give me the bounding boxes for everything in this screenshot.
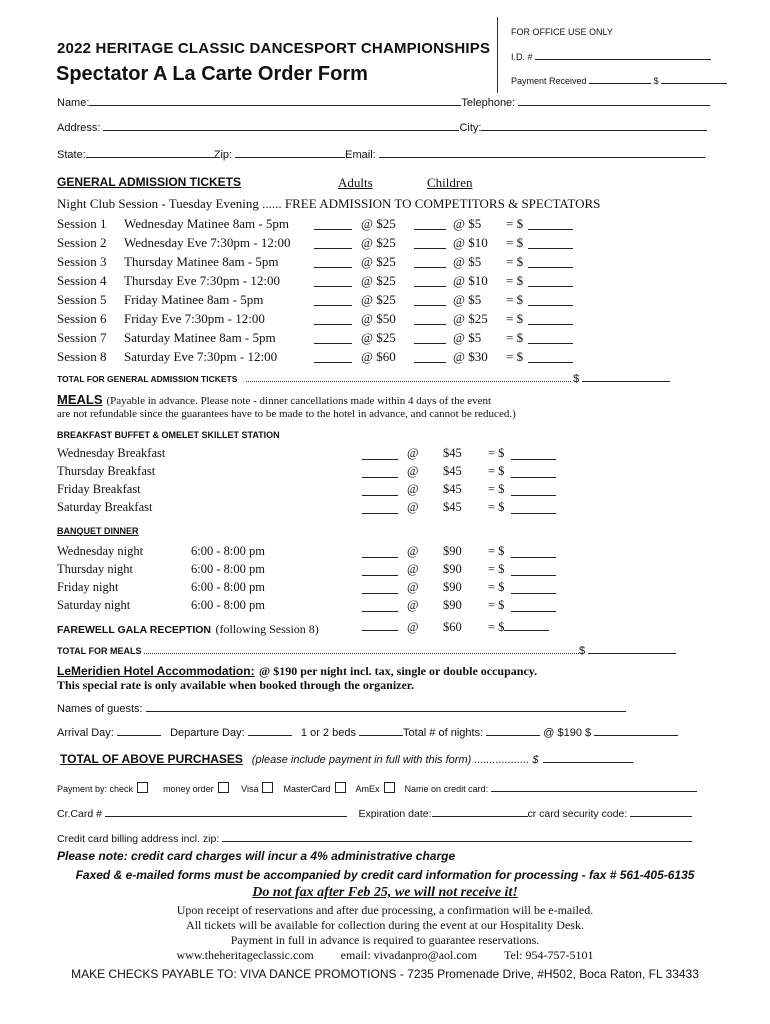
hotel-rate: @ $190 per night incl. tax, single or double occupancy. [259,664,538,678]
name-field[interactable] [89,95,461,106]
amex-label: AmEx [355,784,380,794]
meal-name: Saturday Breakfast [57,500,153,514]
nights-field[interactable] [486,725,540,736]
child-price: @ $5 [453,216,482,231]
billing-label: Credit card billing address incl. zip: [57,833,220,845]
meal-name: Thursday night [57,562,134,576]
checks-payable: MAKE CHECKS PAYABLE TO: VIVA DANCE PROMOTIONS - 7235 Promenade Drive, #H502, Boca Raton, FL 33433 [71,967,699,981]
office-payment-date-field[interactable] [589,73,651,84]
guests-label: Names of guests: [57,703,143,715]
meal-price: $90 [443,580,462,594]
session-eq: = $ [506,292,524,307]
meal-eq: = $ [488,544,505,558]
card-row [57,806,692,820]
night-club-line: Night Club Session - Tuesday Evening ...... FREE ADMISSION TO COMPETITORS & SPECTATORS [57,196,601,211]
session-desc: Friday Matinee 8am - 5pm [124,292,264,307]
nights-rate: @ $190 $ [543,727,592,739]
meal-at: @ [407,544,419,558]
meal-name: Saturday night [57,598,131,612]
session-name: Session 5 [57,292,107,307]
meal-eq: = $ [488,500,505,514]
office-title: FOR OFFICE USE ONLY [511,27,613,37]
adult-qty-field[interactable] [314,295,352,306]
meal-price: $45 [443,482,462,496]
name-on-card-label: Name on credit card: [404,784,489,794]
beds-field[interactable] [359,725,403,736]
ga-total-label: TOTAL FOR GENERAL ADMISSION TICKETS [57,374,238,384]
meal-name: Wednesday Breakfast [57,446,166,460]
meal-eq: = $ [488,446,505,460]
amex-checkbox[interactable] [384,782,395,793]
info-line-1: Upon receipt of reservations and after due processing, a confirmation will be e-mailed. [176,903,594,917]
meal-at: @ [407,580,419,594]
telephone-label: Telephone: [461,97,516,109]
session-subtotal-field[interactable] [528,238,573,249]
zip-label: Zip: [213,149,233,161]
security-code-field[interactable] [630,806,692,817]
hotel-total-field[interactable] [594,725,678,736]
child-price: @ $5 [453,254,482,269]
session-eq: = $ [506,235,524,250]
zip-field[interactable] [235,147,345,158]
meal-at: @ [407,562,419,576]
meal-qty-field[interactable] [362,547,398,558]
adult-qty-field[interactable] [314,333,352,344]
money-order-label: money order [163,784,214,794]
child-price: @ $5 [453,330,482,345]
session-eq: = $ [506,273,524,288]
child-price: @ $5 [453,292,482,307]
security-code-label: cr card security code: [527,808,628,820]
meal-price: $90 [443,562,462,576]
child-price: @ $30 [453,349,488,364]
child-qty-field[interactable] [414,257,446,268]
guests-row [57,701,626,715]
form-title: Spectator A La Carte Order Form [56,63,368,85]
gala-note: (following Session 8) [215,622,319,636]
state-field[interactable] [86,147,214,158]
meal-price: $45 [443,464,462,478]
adult-qty-field[interactable] [314,257,352,268]
payby-check-label: Payment by: check [57,784,134,794]
meals-heading-row [57,391,491,409]
meals-total-dots [144,653,579,654]
meal-qty-field[interactable] [362,503,398,514]
meal-qty-field[interactable] [362,583,398,594]
session-desc: Wednesday Matinee 8am - 5pm [124,216,290,231]
meals-total-label: TOTAL FOR MEALS [57,646,142,656]
arrival-label: Arrival Day: [57,727,114,739]
website-link[interactable]: www.theheritageclassic.com [176,948,314,962]
adult-price: @ $50 [361,311,396,326]
gala-label: FAREWELL GALA RECEPTION [57,624,212,636]
address-row [57,120,707,134]
session-name: Session 2 [57,235,107,250]
meal-price: $90 [443,598,462,612]
session-subtotal-field[interactable] [528,276,573,287]
city-label: City: [459,122,482,134]
office-id-field[interactable] [535,49,711,60]
meal-price: $45 [443,500,462,514]
adult-qty-field[interactable] [314,352,352,363]
meal-subtotal-field[interactable] [511,503,556,514]
session-eq: = $ [506,254,524,269]
hotel-heading: LeMeridien Hotel Accommodation: [57,664,255,678]
contact-line [0,948,770,963]
billing-row [57,831,692,845]
meal-name: Wednesday night [57,544,144,558]
purchases-total-field[interactable] [543,752,633,763]
state-label: State: [57,149,86,161]
gala-price: $60 [443,620,462,634]
adult-qty-field[interactable] [314,314,352,325]
card-number-label: Cr.Card # [57,808,102,820]
info-line-3: Payment in full in advance is required to guarantee reservations. [230,933,540,947]
email-link[interactable]: email: vivadanpro@aol.com [340,948,478,962]
meal-qty-field[interactable] [362,601,398,612]
address-field[interactable] [103,120,459,131]
session-name: Session 7 [57,330,107,345]
telephone-field[interactable] [518,95,710,106]
meal-eq: = $ [488,580,505,594]
meals-heading: MEALS [57,392,103,407]
meals-note-1: (Payable in advance. Please note - dinner cancellations made within 4 days of the event [106,395,492,407]
ga-heading: GENERAL ADMISSION TICKETS [57,175,242,189]
child-price: @ $25 [453,311,488,326]
adult-price: @ $25 [361,216,396,231]
session-subtotal-field[interactable] [528,314,573,325]
meal-qty-field[interactable] [362,485,398,496]
session-desc: Thursday Eve 7:30pm - 12:00 [124,273,280,288]
address-label: Address: [57,122,101,134]
name-on-card-field[interactable] [491,781,697,792]
purchases-total-row [60,750,633,768]
adult-price: @ $25 [361,330,396,345]
meal-name: Friday night [57,580,119,594]
card-number-field[interactable] [105,806,347,817]
departure-label: Departure Day: [170,727,245,739]
meal-subtotal-field[interactable] [511,601,556,612]
meal-time: 6:00 - 8:00 pm [191,544,265,558]
session-eq: = $ [506,349,524,364]
ga-total-field[interactable] [582,371,670,382]
gala-qty-row [362,620,398,635]
no-fax-notice: Do not fax after Feb 25, we will not receive it! [252,885,518,900]
meal-at: @ [407,446,419,460]
ga-total-row: TOTAL FOR GENERAL ADMISSION TICKETS $ [57,371,670,385]
name-label: Name: [57,97,90,109]
beds-label: 1 or 2 beds [300,727,356,739]
telephone-text: Tel: 954-757-5101 [504,948,594,962]
session-name: Session 1 [57,216,107,231]
session-desc: Thursday Matinee 8am - 5pm [124,254,279,269]
meals-total-field[interactable] [588,643,676,654]
departure-field[interactable] [248,725,292,736]
meal-eq: = $ [488,598,505,612]
check-checkbox[interactable] [137,782,148,793]
gala-qty-field[interactable] [362,620,398,631]
meal-eq: = $ [488,562,505,576]
child-qty-field[interactable] [414,219,446,230]
session-subtotal-field[interactable] [528,257,573,268]
meal-price: $90 [443,544,462,558]
nights-label: Total # of nights: [403,727,484,739]
meal-qty-field[interactable] [362,467,398,478]
office-id-label: I.D. # [511,52,533,62]
purchases-total-note: (please include payment in full with this form) .................. $ [251,754,539,766]
session-subtotal-field[interactable] [528,333,573,344]
child-qty-field[interactable] [414,333,446,344]
child-price: @ $10 [453,273,488,288]
meal-at: @ [407,482,419,496]
breakfast-heading: BREAKFAST BUFFET & OMELET SKILLET STATION [57,430,280,440]
gala-at: @ [407,620,419,634]
fee-notice: Please note: credit card charges will incur a 4% administrative charge [57,849,456,863]
session-desc: Friday Eve 7:30pm - 12:00 [124,311,265,326]
meals-total-row: TOTAL FOR MEALS $ [57,643,676,657]
meal-eq: = $ [488,482,505,496]
meals-note-2: are not refundable since the guarantees have to be made to the hotel in advance, and cannot be reduced.) [57,408,516,420]
gala-eq: = $ [488,620,505,634]
office-use-box [497,17,728,93]
meal-at: @ [407,464,419,478]
child-qty-field[interactable] [414,314,446,325]
gala-subtotal-field[interactable] [504,620,549,631]
meal-time: 6:00 - 8:00 pm [191,598,265,612]
email-label: Email: [345,149,376,161]
event-title: 2022 HERITAGE CLASSIC DANCESPORT CHAMPIONSHIPS [57,40,491,57]
purchases-total-heading: TOTAL OF ABOVE PURCHASES [60,752,243,766]
info-line-2: All tickets will be available for collection during the event at our Hospitality Desk. [186,918,584,932]
meal-subtotal-field[interactable] [511,485,556,496]
office-dollar: $ [653,76,659,86]
meal-subtotal-field[interactable] [511,467,556,478]
mastercard-label: MasterCard [283,784,331,794]
adult-qty-field[interactable] [314,219,352,230]
session-eq: = $ [506,330,524,345]
meal-eq: = $ [488,464,505,478]
child-price: @ $10 [453,235,488,250]
meal-at: @ [407,500,419,514]
adult-price: @ $60 [361,349,396,364]
session-desc: Wednesday Eve 7:30pm - 12:00 [124,235,291,250]
session-subtotal-field[interactable] [528,295,573,306]
mastercard-checkbox[interactable] [335,782,346,793]
expiration-field[interactable] [432,806,528,817]
meal-subtotal-field[interactable] [511,449,556,460]
adults-header: Adults [338,175,373,190]
child-qty-field[interactable] [414,238,446,249]
session-desc: Saturday Eve 7:30pm - 12:00 [124,349,278,364]
hotel-special: This special rate is only available when booked through the organizer. [57,678,415,692]
arrival-field[interactable] [117,725,161,736]
meal-name: Thursday Breakfast [57,464,156,478]
adult-price: @ $25 [361,235,396,250]
payment-method-row [57,781,697,794]
ga-total-dots [246,381,571,382]
meal-name: Friday Breakfast [57,482,141,496]
meal-qty-field[interactable] [362,565,398,576]
visa-label: Visa [241,784,259,794]
session-eq: = $ [506,216,524,231]
meal-price: $45 [443,446,462,460]
adult-qty-field[interactable] [314,238,352,249]
name-row [57,95,710,109]
gala-row [57,620,319,638]
session-desc: Saturday Matinee 8am - 5pm [124,330,276,345]
stay-row [57,725,678,739]
office-payment-label: Payment Received [511,76,587,86]
meal-at: @ [407,598,419,612]
billing-field[interactable] [222,831,692,842]
meal-subtotal-field[interactable] [511,547,556,558]
session-subtotal-field[interactable] [528,352,573,363]
meal-subtotal-field[interactable] [511,565,556,576]
session-subtotal-field[interactable] [528,219,573,230]
session-eq: = $ [506,311,524,326]
child-qty-field[interactable] [414,295,446,306]
email-field[interactable] [379,147,705,158]
adult-price: @ $25 [361,273,396,288]
banquet-heading: BANQUET DINNER [57,526,139,536]
city-field[interactable] [481,120,707,131]
session-name: Session 8 [57,349,107,364]
visa-checkbox[interactable] [262,782,273,793]
office-payment-amount-field[interactable] [661,73,727,84]
gala-subtotal-row [488,620,549,635]
fax-notice: Faxed & e-mailed forms must be accompanied by credit card information for processing - fax # 561-405-6135 [75,868,695,882]
adult-price: @ $25 [361,292,396,307]
guests-field[interactable] [146,701,626,712]
expiration-label: Expiration date: [358,808,432,820]
child-qty-field[interactable] [414,352,446,363]
meal-time: 6:00 - 8:00 pm [191,580,265,594]
child-qty-field[interactable] [414,276,446,287]
meal-time: 6:00 - 8:00 pm [191,562,265,576]
session-name: Session 6 [57,311,107,326]
adult-qty-field[interactable] [314,276,352,287]
state-row [57,147,705,161]
adult-price: @ $25 [361,254,396,269]
session-name: Session 4 [57,273,107,288]
money-order-checkbox[interactable] [218,782,229,793]
meal-subtotal-field[interactable] [511,583,556,594]
meal-qty-field[interactable] [362,449,398,460]
children-header: Children [427,175,473,190]
session-name: Session 3 [57,254,107,269]
